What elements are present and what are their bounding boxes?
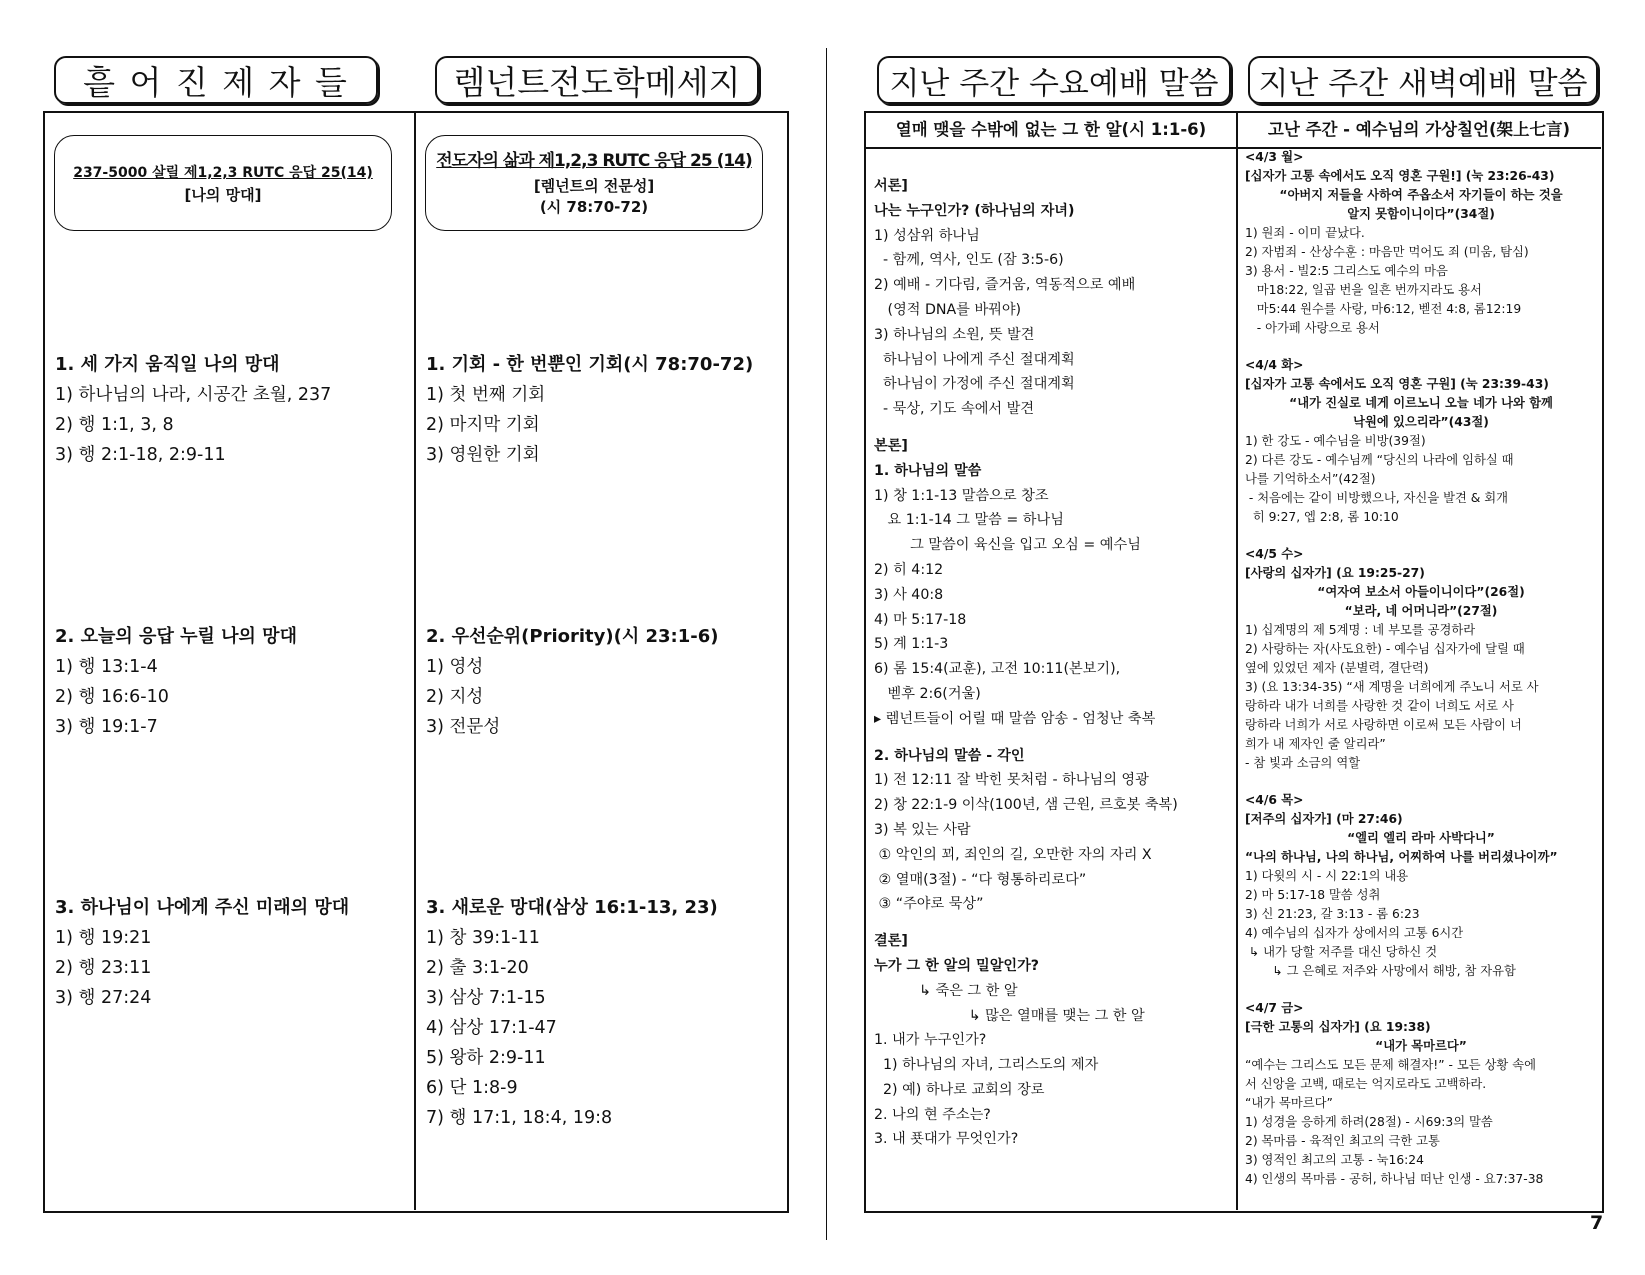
sermon-line: 2) 목마름 - 육적인 최고의 극한 고통: [1245, 1134, 1440, 1148]
sermon-line: 랑하라 너희가 서로 사랑하면 이로써 모든 사람이 너: [1245, 718, 1522, 732]
sermon-line: ② 열매(3절) - “다 형통하리로다”: [874, 871, 1087, 888]
left-column-divider: [414, 112, 416, 1210]
right-column-divider: [1236, 112, 1238, 1210]
mid-topic-line3: (시 78:70-72): [539, 198, 649, 216]
sermon-line: - 함께, 역사, 인도 (잠 3:5-6): [874, 252, 1064, 269]
sermon-line: “내가 목마르다”: [1375, 1039, 1467, 1053]
spacer: [1245, 773, 1597, 791]
section-item: 5) 왕하 2:9-11: [426, 1048, 546, 1068]
sermon-line: 나를 기억하소서”(42절): [1245, 472, 1376, 486]
sermon-line: 하나님이 가정에 주신 절대계획: [874, 376, 1075, 393]
section-item: 3) 행 27:24: [55, 988, 152, 1008]
section-item: 1) 행 13:1-4: [55, 657, 158, 677]
page-number: 7: [1590, 1212, 1604, 1234]
sermon-line: 히 9:27, 엡 2:8, 롬 10:10: [1245, 510, 1399, 524]
section-title: 2. 우선순위(Priority)(시 23:1-6): [426, 626, 719, 647]
wednesday-sermon-body: [874, 174, 1234, 1152]
sermon-line: - 묵상, 기도 속에서 발견: [874, 401, 1035, 418]
sermon-line: [십자가 고통 속에서도 오직 영혼 구원!] (눅 23:26-43): [1245, 169, 1555, 183]
sermon-line: 1) 한 강도 - 예수님을 비방(39절): [1245, 434, 1426, 448]
sermon-line: “내가 목마르다”: [1245, 1096, 1333, 1110]
sermon-line: 낙원에 있으리라”(43절): [1353, 415, 1489, 429]
spacer: [874, 732, 1234, 744]
sermon-line: 1. 내가 누구인가?: [874, 1032, 987, 1049]
header-dawn-sermon: 지난 주간 새벽예배 말씀: [1248, 56, 1598, 104]
sermon-line: 1. 하나님의 말씀: [874, 462, 982, 479]
sermon-line: <4/3 월>: [1245, 150, 1304, 164]
section-item: 1) 하나님의 나라, 시공간 초월, 237: [55, 385, 332, 405]
sermon-line: “아버지 저들을 사하여 주옵소서 자기들이 하는 것을: [1279, 188, 1563, 202]
sermon-line: “여자여 보소서 아들이니이다”(26절): [1317, 585, 1525, 599]
sermon-line: 2. 하나님의 말씀 - 각인: [874, 747, 1025, 764]
sermon-line: 마5:44 원수를 사랑, 마6:12, 벧전 4:8, 롬12:19: [1245, 302, 1522, 316]
sermon-line: 3. 내 푯대가 무엇인가?: [874, 1131, 1019, 1148]
spacer: [874, 917, 1234, 929]
sermon-line: 마18:22, 일곱 번을 일흔 번까지라도 용서: [1245, 283, 1482, 297]
sermon-line: 그 말씀이 육신을 입고 오심 = 예수님: [874, 537, 1141, 554]
mid-section-1: [426, 350, 753, 470]
sermon-line: 알지 못함이니이다”(34절): [1347, 207, 1495, 221]
sermon-line: 3) 영적인 최고의 고통 - 눅16:24: [1245, 1153, 1424, 1167]
mid-topic-box: [425, 135, 763, 231]
section-title: 1. 기회 - 한 번뿐인 기회(시 78:70-72): [426, 354, 754, 375]
sermon-line: 본론]: [874, 437, 908, 454]
sermon-line: 3) (요 13:34-35) “새 계명을 너희에게 주노니 서로 사: [1245, 680, 1539, 694]
section-item: 6) 단 1:8-9: [426, 1078, 518, 1098]
sermon-line: 4) 마 5:17-18: [874, 611, 967, 628]
sermon-line: ③ “주야로 묵상”: [874, 896, 984, 913]
sermon-line: 5) 계 1:1-3: [874, 636, 949, 653]
sermon-line: <4/6 목>: [1245, 793, 1304, 807]
sermon-line: 1) 성경을 응하게 하려(28절) - 시69:3의 말씀: [1245, 1115, 1493, 1129]
spacer: [1245, 338, 1597, 356]
left-topic-line1: 237-5000 살릴 제1,2,3 RUTC 응답 25(14): [73, 165, 373, 181]
sermon-line: “보라, 네 어머니라”(27절): [1344, 604, 1498, 618]
sermon-line: 2) 다른 강도 - 예수님께 “당신의 나라에 임하실 때: [1245, 453, 1514, 467]
left-section-3: [55, 893, 349, 1013]
sermon-line: 희가 내 제자인 줄 알리라”: [1245, 737, 1386, 751]
spacer: [874, 422, 1234, 434]
sermon-line: 서 신앙을 고백, 때로는 억지로라도 고백하라.: [1245, 1077, 1487, 1091]
section-title: 3. 하나님이 나에게 주신 미래의 망대: [55, 897, 350, 918]
section-item: 7) 행 17:1, 18:4, 19:8: [426, 1108, 613, 1128]
sermon-line: 요 1:1-14 그 말씀 = 하나님: [874, 512, 1064, 529]
mid-section-3: [426, 893, 718, 1133]
sermon-line: - 처음에는 같이 비방했으나, 자신을 발견 & 회개: [1245, 491, 1509, 505]
section-item: 3) 영원한 기회: [426, 445, 540, 465]
section-item: 3) 행 2:1-18, 2:9-11: [55, 445, 226, 465]
sermon-line: 2) 자범죄 - 산상수훈 : 마음만 먹어도 죄 (미움, 탐심): [1245, 245, 1529, 259]
section-item: 2) 지성: [426, 687, 484, 707]
wednesday-heading: 열매 맺을 수밖에 없는 그 한 알(시 1:1-6): [895, 120, 1207, 139]
sermon-line: 1) 전 12:11 잘 박힌 못처럼 - 하나님의 영광: [874, 772, 1149, 789]
section-item: 2) 출 3:1-20: [426, 958, 529, 978]
mid-topic-line1: 전도자의 삶과 제1,2,3 RUTC 응답 25 (14): [436, 151, 752, 171]
section-item: 2) 행 1:1, 3, 8: [55, 415, 174, 435]
dawn-heading: 고난 주간 - 예수님의 가상칠언(架上七言): [1267, 120, 1571, 139]
header-wednesday-sermon: 지난 주간 수요예배 말씀: [877, 56, 1231, 104]
section-item: 2) 행 23:11: [55, 958, 152, 978]
sermon-line: 1) 하나님의 자녀, 그리스도의 제자: [874, 1057, 1099, 1074]
sermon-line: 1) 창 1:1-13 말씀으로 창조: [874, 487, 1049, 504]
section-title: 2. 오늘의 응답 누릴 나의 망대: [55, 626, 297, 647]
section-item: 1) 행 19:21: [55, 928, 152, 948]
section-title: 3. 새로운 망대(삼상 16:1-13, 23): [426, 897, 718, 918]
left-topic-box: [54, 135, 392, 231]
sermon-line: 6) 롬 15:4(교훈), 고전 10:11(본보기),: [874, 661, 1121, 678]
sermon-line: 3) 사 40:8: [874, 586, 944, 603]
spacer: [1245, 981, 1597, 999]
sermon-line: 랑하라 내가 너희를 사랑한 것 같이 너희도 서로 사: [1245, 699, 1514, 713]
sermon-line: 3) 용서 - 빌2:5 그리스도 예수의 마음: [1245, 264, 1448, 278]
section-item: 4) 삼상 17:1-47: [426, 1018, 557, 1038]
left-section-2: [55, 622, 297, 742]
sermon-line: [십자가 고통 속에서도 오직 영혼 구원] (눅 23:39-43): [1245, 377, 1549, 391]
section-item: 2) 행 16:6-10: [55, 687, 169, 707]
sermon-line: 나는 누구인가? (하나님의 자녀): [874, 202, 1075, 219]
sermon-line: 1) 십계명의 제 5계명 : 네 부모를 공경하라: [1245, 623, 1476, 637]
sermon-line: 4) 인생의 목마름 - 공허, 하나님 떠난 인생 - 요7:37-38: [1245, 1172, 1544, 1186]
section-item: 3) 삼상 7:1-15: [426, 988, 546, 1008]
dawn-sermon-body: [1245, 148, 1597, 1189]
page-spine: [826, 48, 827, 1240]
sermon-line: 3) 복 있는 사람: [874, 821, 971, 838]
sermon-line: “엘리 엘리 라마 사박다니”: [1347, 831, 1495, 845]
sermon-line: [사랑의 십자가] (요 19:25-27): [1245, 566, 1425, 580]
left-topic-line2: [나의 망대]: [184, 186, 262, 204]
sermon-line: [극한 고통의 십자가] (요 19:38): [1245, 1020, 1431, 1034]
sermon-line: 누가 그 한 알의 밀알인가?: [874, 957, 1040, 974]
sermon-line: <4/4 화>: [1245, 358, 1304, 372]
section-item: 1) 창 39:1-11: [426, 928, 540, 948]
section-item: 3) 행 19:1-7: [55, 717, 158, 737]
sermon-line: ↳ 그 은혜로 저주와 사망에서 해방, 참 자유함: [1245, 964, 1516, 978]
sermon-line: 2) 창 22:1-9 이삭(100년, 샘 근원, 르호봇 축복): [874, 797, 1178, 814]
section-item: 1) 영성: [426, 657, 484, 677]
sermon-line: 3) 하나님의 소원, 뜻 발견: [874, 326, 1035, 343]
sermon-line: 1) 다윗의 시 - 시 22:1의 내용: [1245, 869, 1409, 883]
sermon-line: 1) 원죄 - 이미 끝났다.: [1245, 226, 1365, 240]
sermon-line: 2) 마 5:17-18 말씀 성취: [1245, 888, 1381, 902]
section-item: 2) 마지막 기회: [426, 415, 540, 435]
sermon-line: “나의 하나님, 나의 하나님, 어찌하여 나를 버리셨나이까”: [1245, 850, 1558, 864]
sermon-line: 4) 예수님의 십자가 상에서의 고통 6시간: [1245, 926, 1464, 940]
mid-section-2: [426, 622, 719, 742]
sermon-line: 2) 예) 하나로 교회의 장로: [874, 1081, 1045, 1098]
header-scattered-disciples: 흩 어 진 제 자 들: [54, 56, 378, 104]
sermon-line: ↳ 많은 열매를 맺는 그 한 알: [874, 1007, 1145, 1024]
sermon-line: 옆에 있었던 제자 (분별력, 결단력): [1245, 661, 1429, 675]
sermon-line: - 아가페 사랑으로 용서: [1245, 321, 1380, 335]
sermon-line: <4/7 금>: [1245, 1001, 1304, 1015]
sermon-line: 2. 나의 현 주소는?: [874, 1106, 991, 1123]
spacer: [1245, 527, 1597, 545]
sermon-line: 서론]: [874, 178, 908, 194]
sermon-line: ▸ 렘넌트들이 어릴 때 말씀 암송 - 엄청난 축복: [874, 710, 1156, 727]
sermon-line: 하나님이 나에게 주신 절대계획: [874, 351, 1075, 368]
section-item: 3) 전문성: [426, 717, 501, 737]
section-item: 1) 첫 번째 기회: [426, 385, 546, 405]
sermon-line: “예수는 그리스도 모든 문제 해결자!” - 모든 상황 속에: [1245, 1058, 1536, 1072]
sermon-line: 벧후 2:6(거울): [874, 685, 981, 702]
mid-topic-line2: [렘넌트의 전문성]: [533, 177, 655, 195]
sermon-line: <4/5 수>: [1245, 547, 1304, 561]
sermon-line: 1) 성삼위 하나님: [874, 227, 980, 244]
sermon-line: ↳ 죽은 그 한 알: [874, 982, 1018, 999]
sermon-line: [저주의 십자가] (마 27:46): [1245, 812, 1403, 826]
sermon-line: ① 악인의 꾀, 죄인의 길, 오만한 자의 자리 X: [874, 846, 1152, 863]
left-section-1: [55, 350, 331, 470]
sermon-line: 결론]: [874, 933, 908, 950]
sermon-line: 2) 사랑하는 자(사도요한) - 예수님 십자가에 달릴 때: [1245, 642, 1525, 656]
sermon-line: 2) 히 4:12: [874, 561, 944, 578]
sermon-line: ↳ 내가 당할 저주를 대신 당하신 것: [1245, 945, 1438, 959]
sermon-line: 3) 신 21:23, 갈 3:13 - 롬 6:23: [1245, 907, 1420, 921]
section-title: 1. 세 가지 움직일 나의 망대: [55, 354, 280, 375]
sermon-line: (영적 DNA를 바꿔야): [874, 301, 1022, 318]
sermon-line: “내가 진실로 네게 이르노니 오늘 네가 나와 함께: [1289, 396, 1553, 410]
sermon-line: 2) 예배 - 기다림, 즐거움, 역동적으로 예배: [874, 277, 1136, 294]
header-remnant-message: 렘넌트전도학메세지: [435, 56, 759, 104]
sermon-line: - 참 빛과 소금의 역할: [1245, 756, 1361, 770]
